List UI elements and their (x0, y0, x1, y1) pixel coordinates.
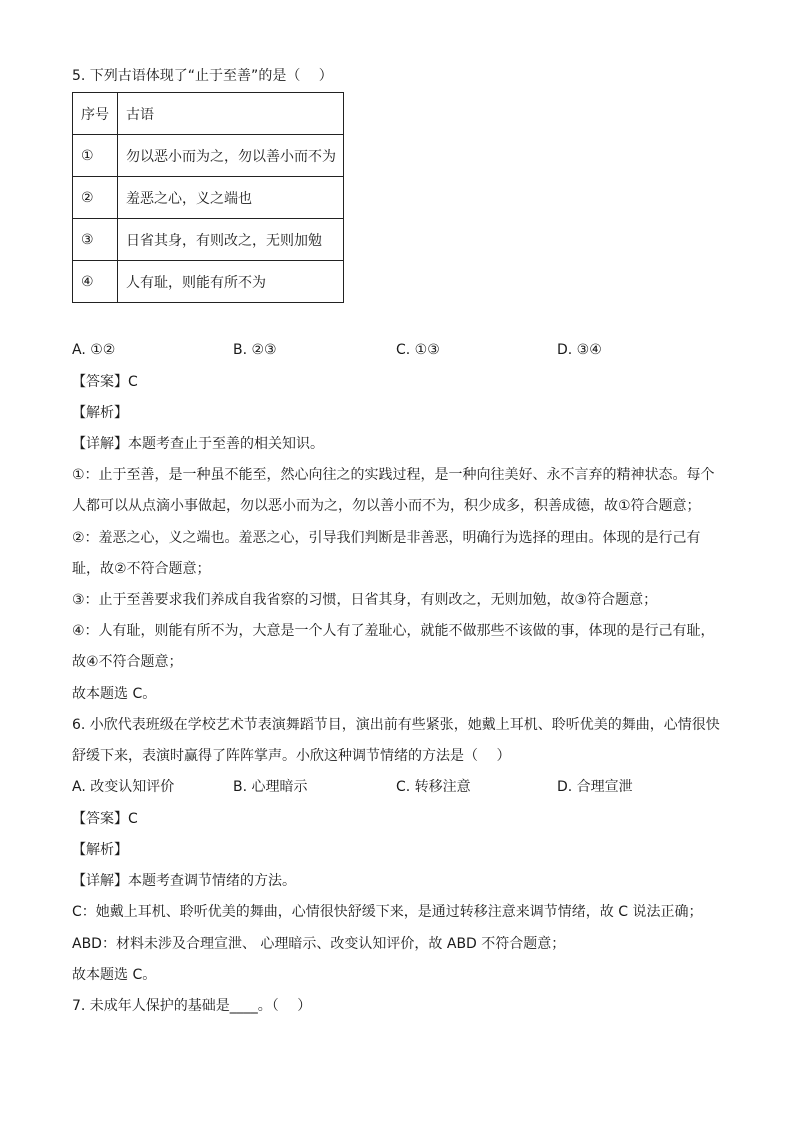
q6-para2: ABD：材料未涉及合理宣泄、 心理暗示、改变认知评价，故 ABD 不符合题意； (72, 936, 566, 952)
q6-option-b: B. 心理暗示 (233, 779, 308, 795)
q5-para4-line2: 故④不符合题意； (72, 654, 183, 670)
table-row (73, 219, 344, 261)
q5-option-c: C. ①③ (396, 342, 440, 358)
table-header-row (73, 93, 344, 135)
q6-detail: 【详解】本题考查调节情绪的方法。 (72, 873, 296, 889)
q5-para3: ③：止于至善要求我们养成自我省察的习惯，日省其身，有则改之，无则加勉，故③符合题意； (72, 592, 658, 608)
q5-option-b: B. ②③ (233, 342, 277, 358)
q5-analysis-title: 【解析】 (72, 405, 128, 421)
table-header-cell: 古语 (118, 93, 344, 135)
q5-para1-line2: 人都可以从点滴小事做起，勿以恶小而为之，勿以善小而不为，积少成多，积善成德，故①符合题意； (72, 498, 701, 514)
q5-answer: 【答案】C (72, 374, 138, 390)
q5-table (72, 92, 344, 303)
table-header-cell: 序号 (73, 93, 118, 135)
q5-para2-line2: 耻，故②不符合题意； (72, 561, 211, 577)
table-row (73, 135, 344, 177)
table-cell: ③ (73, 219, 118, 261)
q6-stem-line2: 舒缓下来，表演时赢得了阵阵掌声。小欣这种调节情绪的方法是（ ） (72, 748, 511, 764)
table-row (73, 177, 344, 219)
q6-option-c: C. 转移注意 (396, 779, 471, 795)
q6-option-a: A. 改变认知评价 (72, 779, 175, 795)
table-cell: ④ (73, 261, 118, 303)
table-cell: 日省其身，有则改之，无则加勉 (118, 219, 344, 261)
q5-para2-line1: ②：羞恶之心，义之端也。羞恶之心，引导我们判断是非善恶，明确行为选择的理由。体现的是行己有 (72, 530, 701, 546)
q7-stem: 7. 未成年人保护的基础是____。（ ） (72, 998, 312, 1014)
table-cell: 羞恶之心，义之端也 (118, 177, 344, 219)
q6-option-d: D. 合理宣泄 (557, 779, 633, 795)
q6-para1: C：她戴上耳机、聆听优美的舞曲，心情很快舒缓下来，是通过转移注意来调节情绪，故 C 说法正确； (72, 904, 703, 920)
q5-para4-line1: ④：人有耻，则能有所不为，大意是一个人有了羞耻心，就能不做那些不该做的事，体现的是行己有耻， (72, 623, 715, 639)
table-cell: 勿以恶小而为之，勿以善小而不为 (118, 135, 344, 177)
q5-option-d: D. ③④ (557, 342, 602, 358)
q5-detail: 【详解】本题考查止于至善的相关知识。 (72, 436, 324, 452)
q6-analysis-title: 【解析】 (72, 842, 128, 858)
q5-stem: 5. 下列古语体现了“止于至善”的是（ ） (72, 68, 333, 84)
q6-stem-line1: 6. 小欣代表班级在学校艺术节表演舞蹈节目，演出前有些紧张，她戴上耳机、聆听优美的舞曲，心情很快 (72, 717, 720, 733)
q5-para1-line1: ①：止于至善，是一种虽不能至，然心向往之的实践过程，是一种向往美好、永不言弃的精神状态。每个 (72, 467, 715, 483)
q6-answer: 【答案】C (72, 811, 138, 827)
q6-conclusion: 故本题选 C。 (72, 967, 157, 983)
q5-option-a: A. ①② (72, 342, 116, 358)
table-cell: 人有耻，则能有所不为 (118, 261, 344, 303)
table-cell: ② (73, 177, 118, 219)
q5-conclusion: 故本题选 C。 (72, 686, 157, 702)
table-cell: ① (73, 135, 118, 177)
table-row (73, 261, 344, 303)
